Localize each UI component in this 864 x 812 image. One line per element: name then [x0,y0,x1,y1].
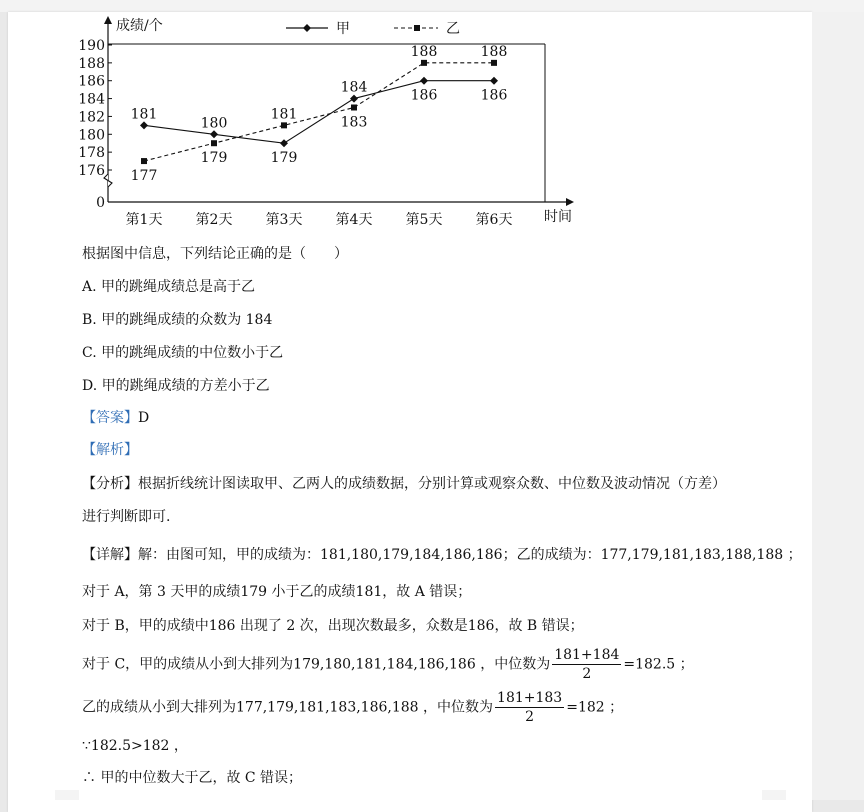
question-stem: 根据图中信息，下列结论正确的是（ ） [82,246,348,262]
legend-marker-jia [303,24,311,32]
option-b: B. 甲的跳绳成绩的众数为 184 [82,312,273,328]
data-label-jia: 186 [410,87,438,104]
data-point-yi [281,122,287,128]
series-line-yi [144,63,494,161]
data-label-yi: 181 [270,106,298,123]
option-d: D. 甲的跳绳成绩的方差小于乙 [82,378,270,394]
data-label-yi: 177 [130,168,158,185]
legend-label-yi: 乙 [446,21,460,37]
data-point-yi [421,60,427,66]
data-point-yi [351,105,357,111]
y-tick-label: 182 [78,109,105,126]
data-label-yi: 188 [480,43,508,60]
fenxi-text: 根据折线统计图读取甲、乙两人的成绩数据，分别计算或观察众数、中位数及波动情况（方差） [138,476,726,492]
line-c-pre: 对于 C，甲的成绩从小到大排列为179,180,181,184,186,186 ，中位数为 [82,656,551,673]
page-corner-left [55,790,79,800]
line-chart [72,14,592,234]
x-tick-label: 第2天 [195,212,233,228]
data-label-jia: 179 [270,150,298,167]
fraction-c-den: 2 [582,666,592,682]
data-label-yi: 183 [340,114,368,131]
fenxi-line [82,474,726,494]
analysis-label: 【解析】 [82,442,138,458]
axis-break [104,174,112,187]
y-tick-label: 184 [78,91,105,108]
data-point-jia [350,95,358,103]
detail-label: 【详解】 [82,547,138,563]
line-d [82,689,623,726]
data-point-jia [280,139,288,147]
x-tick-label: 第1天 [125,212,163,228]
line-f: ∴ 甲的中位数大于乙，故 C 错误； [82,770,303,786]
top-bar [0,0,864,12]
page-corner-right [762,790,786,800]
x-tick-label: 第6天 [475,212,513,228]
option-a: A. 甲的跳绳成绩总是高于乙 [82,279,256,295]
fraction-d [495,689,564,726]
detail-text: 解：由图可知，甲的成绩为：181,180,179,184,186,186；乙的成绩为：177,179,181,183,188,188 ； [138,547,802,563]
data-label-jia: 181 [130,106,158,123]
x-axis-arrow [566,198,574,206]
data-label-jia: 180 [200,115,228,132]
option-c: C. 甲的跳绳成绩的中位数小于乙 [82,345,284,361]
line-e: ∵182.5>182 ， [82,738,188,754]
x-tick-label: 第4天 [335,212,373,228]
detail-line [82,545,802,565]
data-point-jia [140,121,148,129]
data-label-jia: 186 [480,87,508,104]
data-point-jia [490,77,498,85]
data-label-jia: 184 [340,79,368,96]
fraction-d-den: 2 [525,709,535,725]
series-line-jia [144,81,494,143]
y-axis-arrow [104,16,112,24]
fraction-c [552,646,621,683]
answer-value: D [138,410,150,426]
fenxi-line-2: 进行判断即可. [82,509,171,525]
x-tick-label: 第5天 [405,212,443,228]
x-tick-label: 第3天 [265,212,303,228]
data-point-jia [420,77,428,85]
y-tick-label: 190 [78,38,105,54]
fenxi-label: 【分析】 [82,476,138,492]
data-label-yi: 188 [410,43,438,60]
y-axis-label: 成绩/个 [116,18,163,34]
line-d-pre: 乙的成绩从小到大排列为177,179,181,183,186,188 ，中位数为 [82,699,494,716]
line-d-post: =182 ； [566,699,624,716]
y-tick-label: 180 [78,127,105,144]
answer-label: 【答案】 [82,410,138,426]
data-point-yi [491,60,497,66]
y-tick-label: 0 [96,195,105,211]
line-b: 对于 B，甲的成绩中186 出现了 2 次，出现次数最多，众数是186，故 B 错误； [82,618,584,634]
y-tick-label: 176 [78,163,105,179]
fraction-c-num: 181+184 [554,647,620,663]
data-label-yi: 179 [200,150,228,167]
data-point-jia [210,130,218,138]
legend-marker-yi [414,25,420,31]
line-a: 对于 A，第 3 天甲的成绩179 小于乙的成绩181，故 A 错误； [82,584,472,600]
data-point-yi [141,158,147,164]
right-gutter [812,12,864,800]
y-tick-label: 178 [78,145,105,162]
y-tick-label: 188 [78,55,105,72]
data-point-yi [211,140,217,146]
line-c-post: =182.5 ； [623,656,694,673]
legend-label-jia: 甲 [336,21,350,37]
answer-line [82,408,149,428]
y-tick-label: 186 [78,73,105,90]
line-c [82,646,694,683]
fraction-d-num: 181+183 [497,690,563,706]
x-axis-label: 时间 [544,209,572,225]
